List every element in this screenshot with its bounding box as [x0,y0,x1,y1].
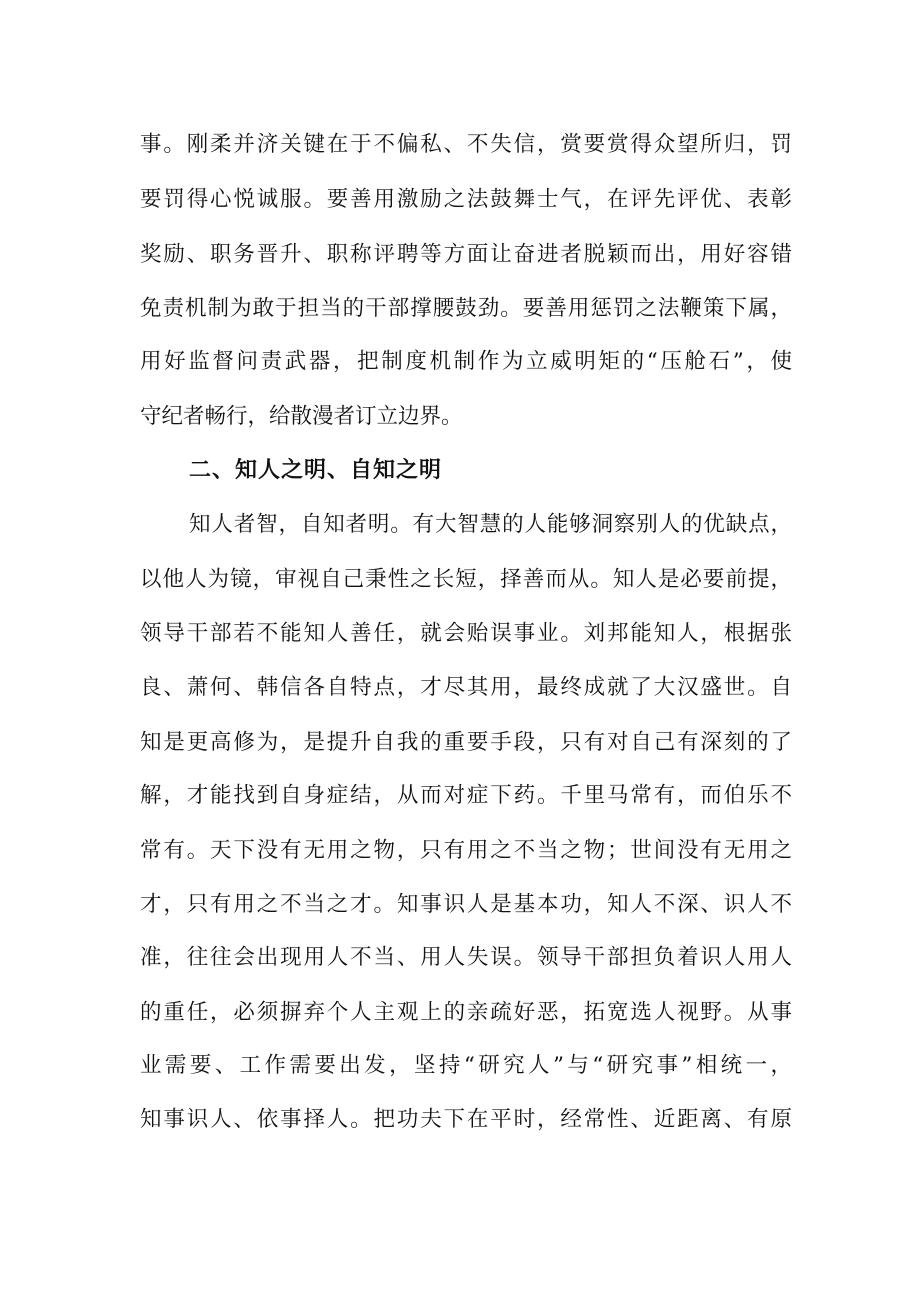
paragraph1-line-4: 免责机制为敢于担当的干部撑腰鼓劲。要善用惩罚之法鞭策下属， [140,296,792,321]
paragraph2-line-6: 解，才能找到自身症结，从而对症下药。千里马常有，而伯乐不 [140,783,792,808]
paragraph2-line-5: 知是更高修为，是提升自我的重要手段，只有对自己有深刻的了 [140,730,792,755]
paragraph2-line-11: 业需要、工作需要出发，坚持“研究人”与“研究事”相统一， [140,1053,792,1078]
paragraph2-line-4: 良、萧何、韩信各自特点，才尽其用，最终成就了大汉盛世。自 [140,675,792,700]
section-heading: 二、知人之明、自知之明 [189,458,443,483]
paragraph1-line-1: 事。刚柔并济关键在于不偏私、不失信，赏要赏得众望所归，罚 [140,132,792,157]
paragraph2-line-8: 才，只有用之不当之才。知事识人是基本功，知人不深、识人不 [140,892,792,917]
paragraph1-line-5: 用好监督问责武器，把制度机制作为立威明矩的“压舱石”，使 [140,349,792,374]
paragraph2-line-1: 知人者智，自知者明。有大智慧的人能够洞察别人的优缺点， [189,512,792,537]
paragraph2-line-7: 常有。天下没有无用之物，只有用之不当之物；世间没有无用之 [140,838,792,863]
paragraph2-line-9: 准，往往会出现用人不当、用人失误。领导干部担负着识人用人 [140,945,792,970]
paragraph2-line-12: 知事识人、依事择人。把功夫下在平时，经常性、近距离、有原 [140,1107,792,1132]
paragraph2-line-10: 的重任，必须摒弃个人主观上的亲疏好恶，拓宽选人视野。从事 [140,1000,792,1025]
paragraph2-line-2: 以他人为镜，审视自己秉性之长短，择善而从。知人是必要前提， [140,567,792,592]
paragraph1-line-6: 守纪者畅行，给散漫者订立边界。 [140,404,463,429]
paragraph1-line-3: 奖励、职务晋升、职称评聘等方面让奋进者脱颖而出，用好容错 [140,242,792,267]
paragraph2-line-3: 领导干部若不能知人善任，就会贻误事业。刘邦能知人，根据张 [140,621,792,646]
paragraph1-line-2: 要罚得心悦诚服。要善用激励之法鼓舞士气，在评先评优、表彰 [140,187,792,212]
